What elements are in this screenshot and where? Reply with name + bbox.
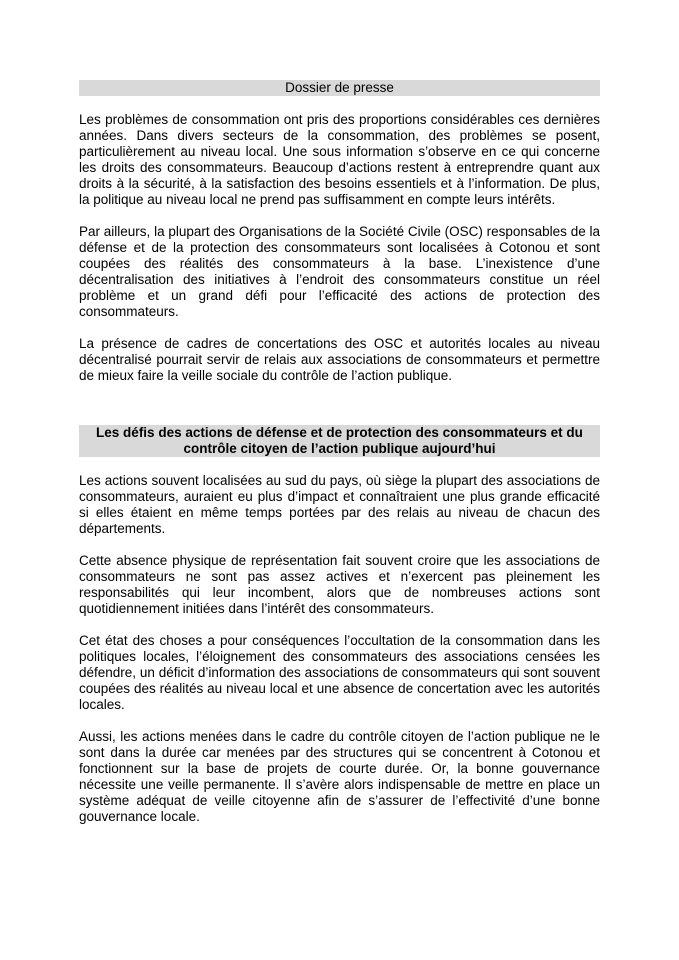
section-paragraph-4: Aussi, les actions menées dans le cadre du contrôle citoyen de l’action publique ne le sont dans la durée car menées par des structures qui se concentrent à Cotonou et fonctionnent sur la base de projets de courte durée. Or, la bonne gouvernance nécessite une veille permanente. Il s’avère alors indispensable de mettre en place un système adéquat de veille citoyenne afin de s’assurer de l’effectivité d’une bonne gouvernance locale. (79, 729, 600, 824)
section-paragraph-1: Les actions souvent localisées au sud du pays, où siège la plupart des associations de consommateurs, auraient eu plus d’impact et connaîtraient une plus grande efficacité si elles étaient en même temps portées par des relais au niveau de chacun des départements. (79, 473, 600, 536)
intro-paragraph-3: La présence de cadres de concertations des OSC et autorités locales au niveau décentralisé pourrait servir de relais aux associations de consommateurs et permettre de mieux faire la veille sociale du contrôle de l’action publique. (79, 336, 600, 383)
section-paragraph-3: Cet état des choses a pour conséquences l’occultation de la consommation dans les politiques locales, l’éloignement des consommateurs des associations censées les défendre, un déficit d’information des associations de consommateurs qui sont souvent coupées des réalités au niveau local et une absence de concertation avec les autorités locales. (79, 633, 600, 712)
intro-paragraph-2: Par ailleurs, la plupart des Organisations de la Société Civile (OSC) responsables de la défense et de la protection des consommateurs sont localisées à Cotonou et sont coupées des réalités des consommateurs à la base. L’inexistence d’une décentralisation des initiatives à l’endroit des consommateurs constitue un réel problème et un grand défi pour l’efficacité des actions de protection des consommateurs. (79, 224, 600, 319)
section-heading: Les défis des actions de défense et de protection des consommateurs et du contrôle citoyen de l’action publique aujourd’hui (79, 425, 600, 457)
intro-paragraph-1: Les problèmes de consommation ont pris des proportions considérables ces dernières années. Dans divers secteurs de la consommation, des problèmes se posent, particulièrement au niveau local. Une sous information s’observe en ce qui concerne les droits des consommateurs. Beaucoup d’actions restent à entreprendre quant aux droits à la sécurité, à la satisfaction des besoins essentiels et à l’information. De plus, la politique au niveau local ne prend pas suffisamment en compte leurs intérêts. (79, 112, 600, 207)
page-title: Dossier de presse (79, 80, 600, 96)
section-paragraph-2: Cette absence physique de représentation fait souvent croire que les associations de consommateurs ne sont pas assez actives et n’exercent pas pleinement les responsabilités qui leur incombent, alors que de nombreuses actions sont quotidiennement initiées dans l’intérêt des consommateurs. (79, 553, 600, 616)
document-page (79, 80, 600, 825)
